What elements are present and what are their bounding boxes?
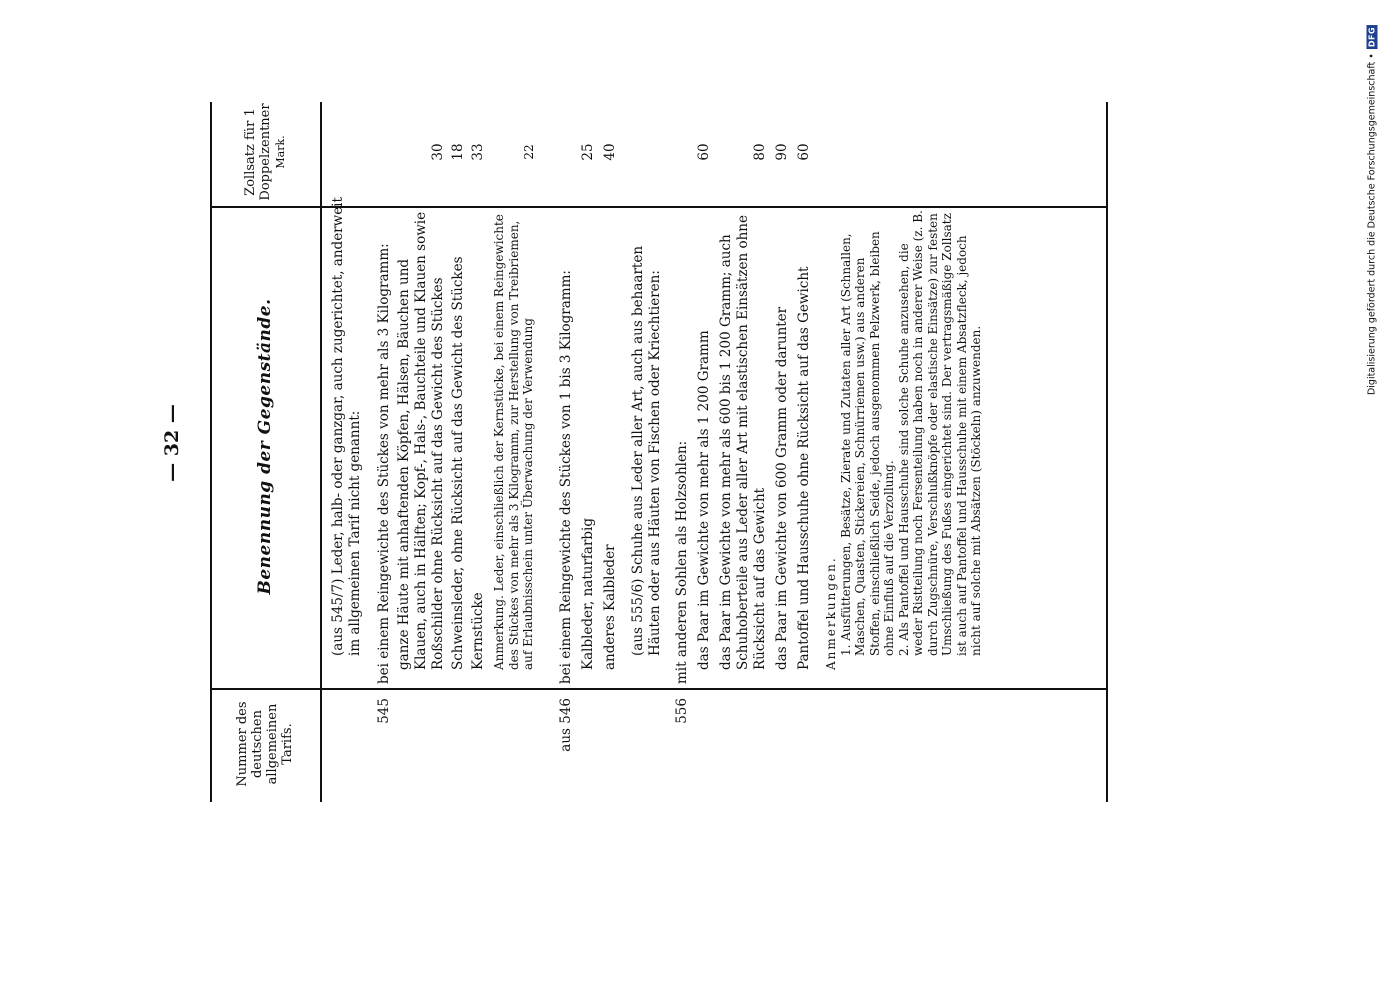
- header-number: Nummer des deutschen allgemeinen Tarifs.: [235, 701, 295, 787]
- credit-text: Digitalisierung gefördert durch die Deutsche Forschungsgemeinschaft •: [1366, 53, 1378, 396]
- dfg-logo: DFG: [1367, 26, 1377, 48]
- header-duty-unit: Mark.: [273, 135, 287, 169]
- bottom-rule: [1106, 102, 1108, 802]
- header-duty: Zollsatz für 1 Doppelzentner Mark.: [242, 103, 287, 201]
- notes-title: Anmerkungen.: [824, 556, 838, 670]
- digitization-credit: [1367, 25, 1378, 395]
- page-number: — 32 —: [161, 404, 183, 482]
- tariff-table: Nummer des deutschen allgemeinen Tarifs. Benennung der Gegenstände. Zollsatz für 1 Doppelzentner Mark. (aus 545/7) Leder, halb- oder ganzgar, auch zugerichtet, anderweit im allgemeinen Tarif nicht genannt: 545 bei einem Reingewichte des Stückes von mehr als 3 Kilogramm: ganze Häute mit anhaftenden Köpfen, Hälsen, Bäuchen und Klauen, auch in Hälften; Kopf-, Hals-, Bauchteile und Klauen sowie Roßschilder ohne Rücksicht auf das Gewicht des Stückes 30 Schweinsleder, ohne Rücksicht auf das Gewicht des Stückes 18 Kernstücke 33 Anmerkung. Leder, einschließlich der Kernstücke, bei einem Reingewichte des Stückes von mehr als 3 Kilogramm, zur Herstellung von Treibriemen, auf Erlaubnisschein unter Überwachung der Verwendung 22 aus 546 bei einem Reingewichte des Stückes von 1 bis 3 Kilogramm: Kalbleder, naturfarbig 25 anderes Kalbleder 40 (aus 555/6) Schuhe aus Leder aller Art, auch aus behaarten Häuten oder aus Häuten von Fischen oder Kriechtieren: 556 mit anderen Sohlen als Holzsohlen: das Paar im Gewichte von mehr als 1 200 Gramm 60 das Paar im Gewichte von mehr als 600 bis 1 200 Gramm; auch Schuhoberteile aus Leder aller Art mit elastischen Einsätzen ohne Rücksicht auf das Gewicht 80 das Paar im Gewichte von 600 Gramm oder darunter 90 Pantoffel und Hausschuhe ohne Rücksicht auf das Gewicht 60 Anmerkungen. 1. Ausfütterungen, Besätze, Zierate und Zutaten aller Art (Schnallen, Maschen, Quasten, Stickereien, Schnürriemen usw.) aus anderen Stoffen, einschließlich Seide, jedoch ausgenommen Pelzwerk, bleiben ohne Einfluß auf die Verzollung. 2. Als Pantoffel und Hausschuhe sind solche Schuhe anzusehen, die weder Ristteilung noch Fersenteilung haben noch in anderer Weise (z. B. durch Zugschnüre, Verschlußknöpfe oder elastische Einsätze) zur festen Umschließung des Fußes eingerichtet sind. Der vertragsmäßige Zollsatz ist auch auf Pantoffel und Hausschuhe mit einem Absatzfleck, jedoch nicht auf solche mit Absätzen (Stöckeln) anzuwenden.: [210, 102, 1110, 802]
- header-designation: Benennung der Gegenstände.: [254, 298, 275, 595]
- note-item: 1. Ausfütterungen, Besätze, Zierate und Zutaten aller Art (Schnallen, Maschen, Quasten, Stickereien, Schnürriemen usw.) aus anderen Stoffen, einschließlich Seide, jedoch ausgenommen Pelzwerk, bleiben ohne Einfluß auf die Verzollung.: [838, 231, 896, 656]
- column-divider-left: [210, 689, 1106, 691]
- note-item: 2. Als Pantoffel und Hausschuhe sind solche Schuhe anzusehen, die weder Ristteilung noch Fersenteilung haben noch in anderer Weise (z. B. durch Zugschnüre, Verschlußknöpfe oder elastische Einsätze) zur festen Umschließung des Fußes eingerichtet sind. Der vertragsmäßige Zollsatz ist auch auf Pantoffel und Hausschuhe mit einem Absatzfleck, jedoch nicht auf solche mit Absätzen (Stöckeln) anzuwenden.: [896, 210, 983, 656]
